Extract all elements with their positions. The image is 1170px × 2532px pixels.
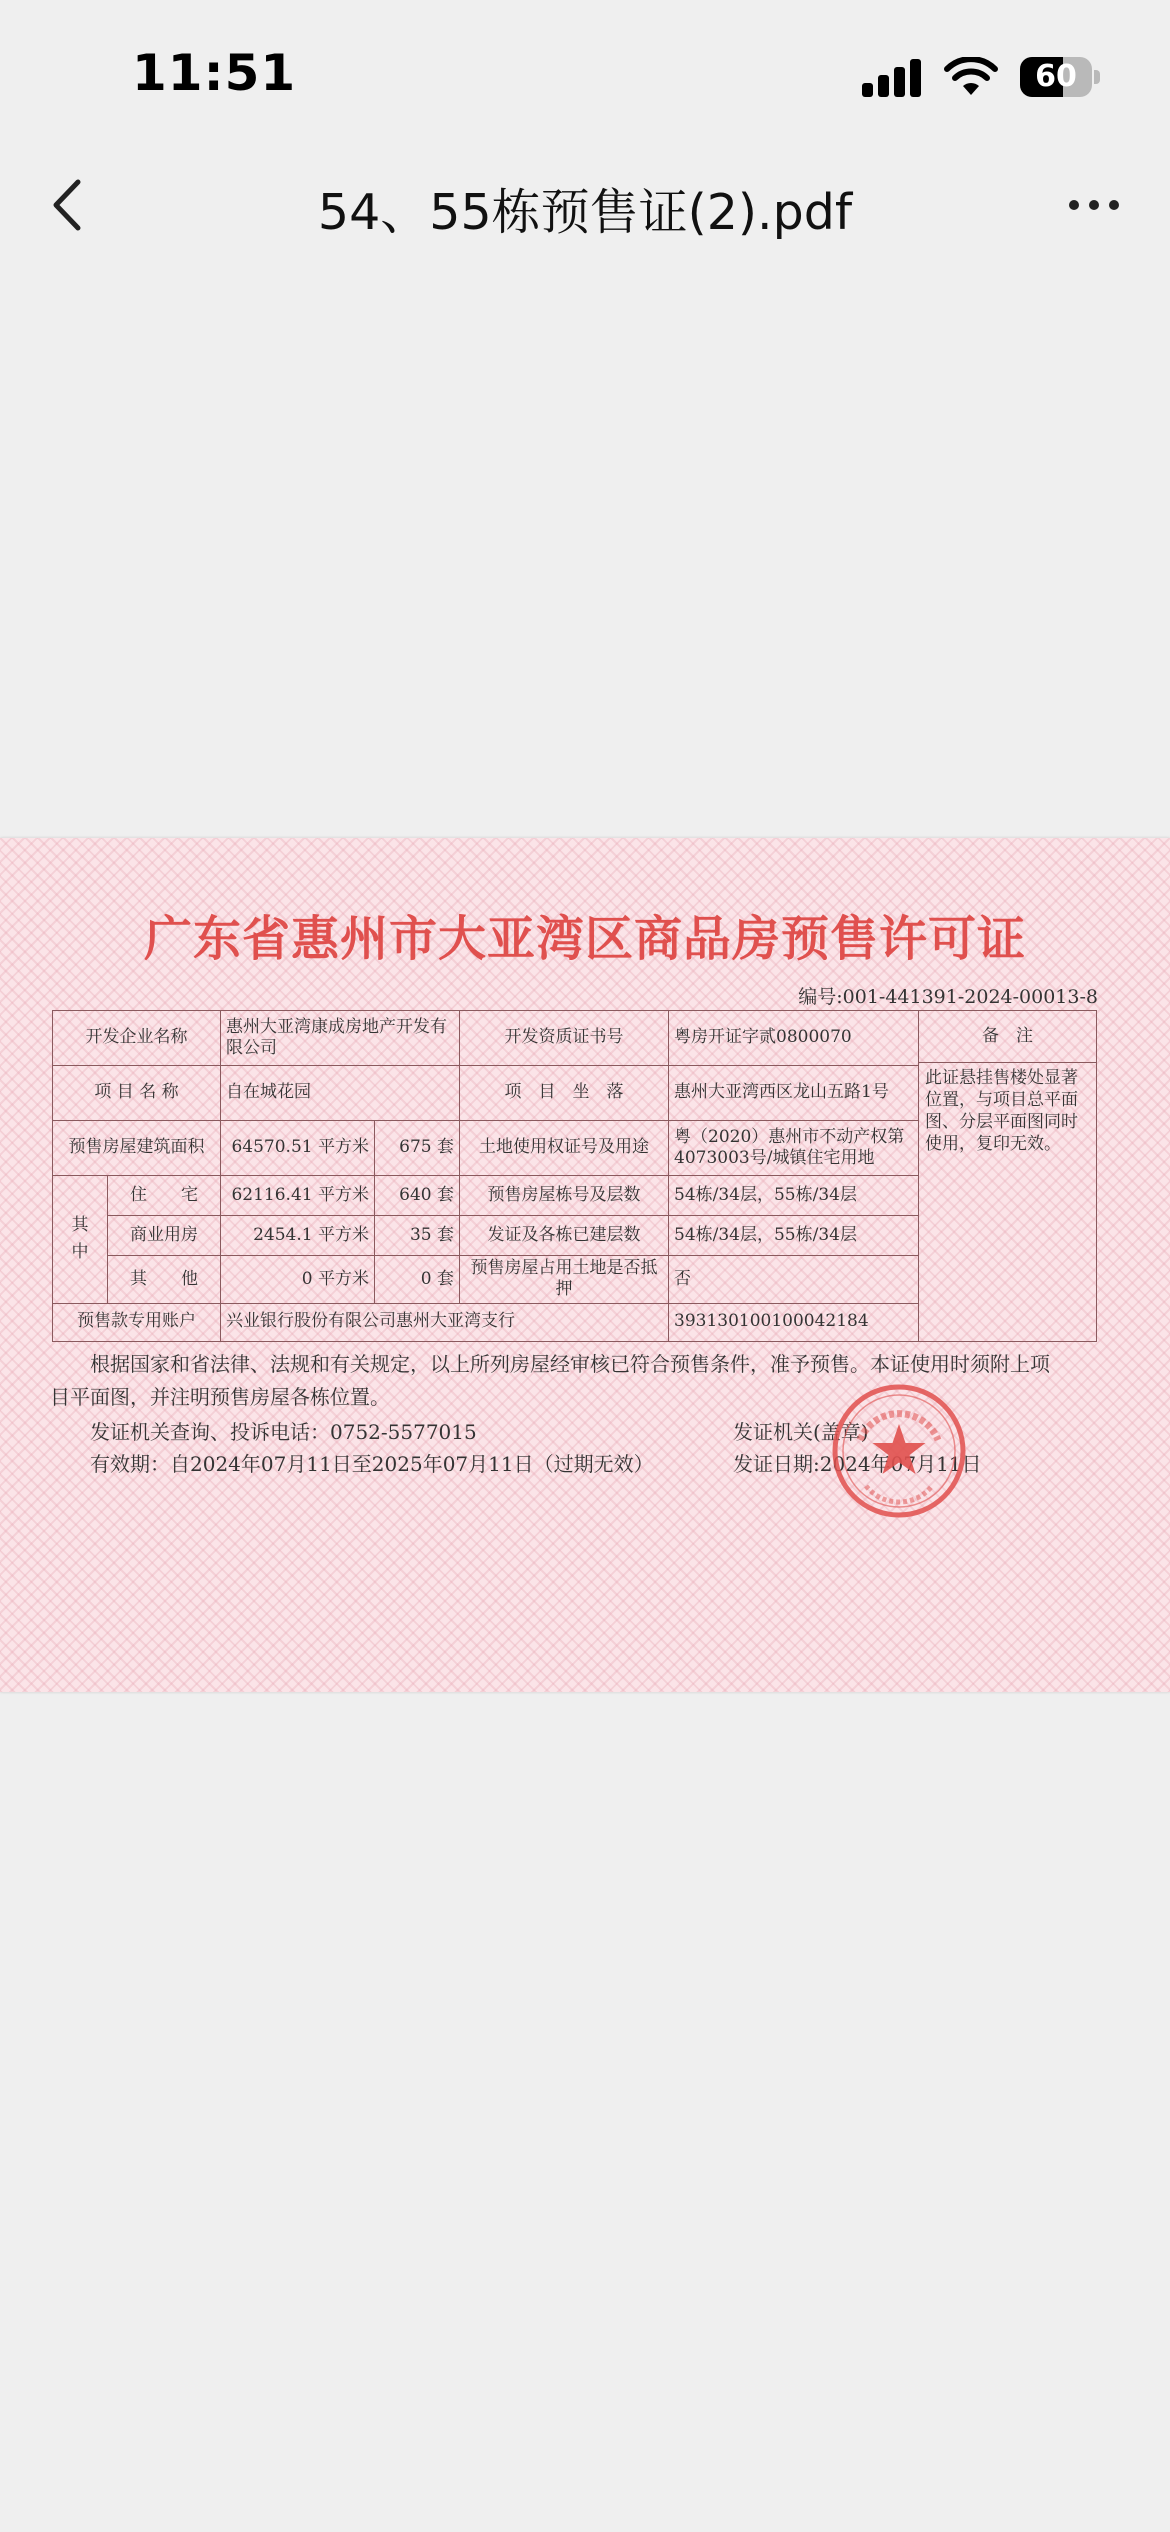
area-value: 64570.51 平方米	[221, 1121, 375, 1176]
remark-value: 此证悬挂售楼处显著位置，与项目总平面图、分层平面图同时使用，复印无效。	[925, 1068, 1078, 1155]
battery-level: 60	[1035, 59, 1077, 94]
built-value: 54栋/34层，55栋/34层	[669, 1216, 919, 1256]
other-label: 其 他	[108, 1256, 221, 1304]
developer-value: 惠州大亚湾康成房地产开发有限公司	[221, 1011, 460, 1066]
commercial-label: 商业用房	[108, 1216, 221, 1256]
location-label: 项 目 坐 落	[460, 1066, 669, 1121]
certificate-table	[52, 1010, 1097, 1342]
mortgage-label: 预售房屋占用土地是否抵押	[460, 1256, 669, 1304]
project-value: 自在城花园	[221, 1066, 460, 1121]
land-value: 粤（2020）惠州市不动产权第4073003号/城镇住宅用地	[669, 1121, 919, 1176]
issuer-line: 发证机关(盖章)	[733, 1420, 869, 1444]
among-label: 其 中	[53, 1176, 108, 1304]
developer-label: 开发企业名称	[53, 1011, 221, 1066]
mortgage-value: 否	[669, 1256, 919, 1304]
commercial-units: 35 套	[375, 1216, 460, 1256]
ellipsis-icon	[1069, 200, 1079, 210]
area-units: 675 套	[375, 1121, 460, 1176]
status-time: 11:51	[132, 44, 297, 102]
bank-value: 兴业银行股份有限公司惠州大亚湾支行	[221, 1303, 669, 1341]
residential-units: 640 套	[375, 1176, 460, 1216]
remark-cell	[919, 1011, 1097, 1342]
built-label: 发证及各栋已建层数	[460, 1216, 669, 1256]
qualification-label: 开发资质证书号	[460, 1011, 669, 1066]
battery-icon	[1020, 57, 1100, 97]
land-label: 土地使用权证号及用途	[460, 1121, 669, 1176]
status-bar	[0, 0, 1170, 150]
phone-line: 发证机关查询、投诉电话：0752-5577015	[90, 1420, 477, 1444]
residential-label: 住 宅	[108, 1176, 221, 1216]
document-title: 54、55栋预售证(2).pdf	[317, 184, 853, 241]
area-label: 预售房屋建筑面积	[53, 1121, 221, 1176]
issue-date-line: 发证日期:2024年07月11日	[733, 1452, 982, 1476]
more-options-button[interactable]	[1054, 170, 1134, 240]
pdf-page[interactable]	[0, 838, 1170, 1692]
residential-area: 62116.41 平方米	[221, 1176, 375, 1216]
back-button[interactable]	[36, 170, 106, 240]
official-seal	[830, 1382, 968, 1520]
buildings-value: 54栋/34层，55栋/34层	[669, 1176, 919, 1216]
remark-label: 备 注	[919, 1011, 1096, 1063]
validity-line: 有效期：自2024年07月11日至2025年07月11日（过期无效）	[90, 1452, 654, 1476]
qualification-value: 粤房开证字贰0800070	[669, 1011, 919, 1066]
account-label: 预售款专用账户	[53, 1303, 221, 1341]
wifi-icon	[944, 57, 998, 97]
commercial-area: 2454.1 平方米	[221, 1216, 375, 1256]
account-value: 393130100100042184	[669, 1303, 919, 1341]
cellular-signal-icon	[862, 57, 922, 97]
certificate-number: 编号:001-441391-2024-00013-8	[798, 986, 1098, 1008]
certificate-title: 广东省惠州市大亚湾区商品房预售许可证	[143, 911, 1026, 967]
status-icons	[862, 52, 1100, 102]
location-value: 惠州大亚湾西区龙山五路1号	[669, 1066, 919, 1121]
project-label: 项 目 名 称	[53, 1066, 221, 1121]
other-units: 0 套	[375, 1256, 460, 1304]
nav-bar	[0, 150, 1170, 260]
chevron-left-icon	[36, 170, 106, 240]
certificate-notice: 根据国家和省法律、法规和有关规定，以上所列房屋经审核已符合预售条件，准予预售。本证使用时须附上项目平面图，并注明预售房屋各栋位置。	[50, 1352, 1050, 1409]
other-area: 0 平方米	[221, 1256, 375, 1304]
buildings-label: 预售房屋栋号及层数	[460, 1176, 669, 1216]
